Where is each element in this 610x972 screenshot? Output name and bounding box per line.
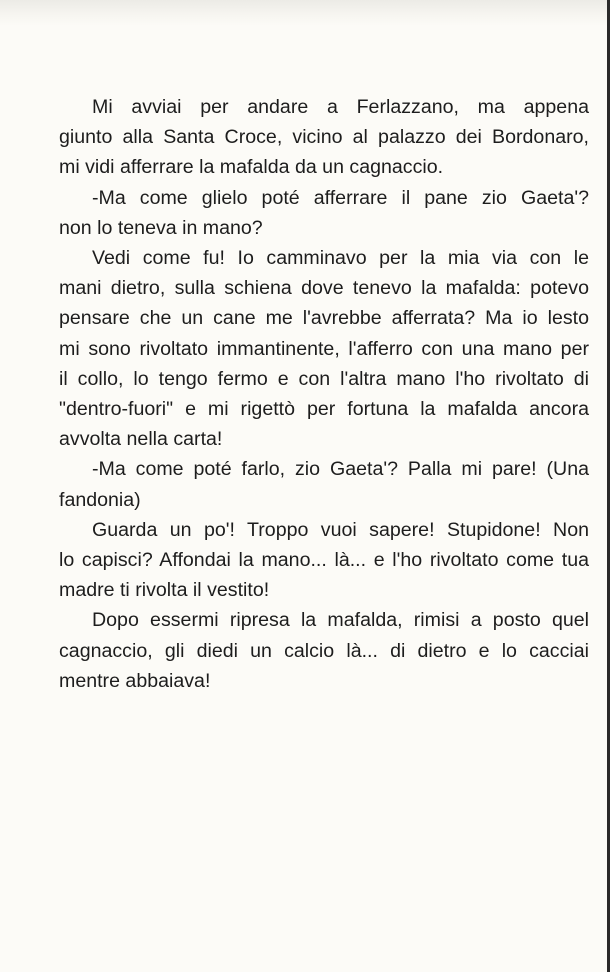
text-line: il collo, lo tengo fermo e con l'altra mano l'ho rivoltato di xyxy=(59,367,589,390)
text-line: cagnaccio, gli diedi un calcio là... di dietro e lo cacciai xyxy=(59,639,589,662)
text-line: mi sono rivoltato immantinente, l'afferro con una mano per xyxy=(59,337,589,360)
text-line: -Ma come poté farlo, zio Gaeta'? Palla mi pare! (Una xyxy=(92,458,589,481)
text-line: fandonia) xyxy=(59,488,141,511)
text-line: madre ti rivolta il vestito! xyxy=(59,579,270,602)
text-line: mentre abbaiava! xyxy=(59,669,211,692)
text-line: avvolta nella carta! xyxy=(59,428,223,451)
text-line: Vedi come fu! Io camminavo per la mia via con le xyxy=(92,247,589,270)
text-line: pensare che un cane me l'avrebbe afferrata? Ma io lesto xyxy=(59,307,589,330)
text-line: non lo teneva in mano? xyxy=(59,216,263,239)
page-top-edge xyxy=(0,0,610,26)
text-line: lo capisci? Affondai la mano... là... e l'ho rivoltato come tua xyxy=(59,549,589,572)
paragraph xyxy=(59,183,589,243)
paragraph xyxy=(59,515,589,606)
paragraph xyxy=(59,454,589,514)
paragraph xyxy=(59,243,589,454)
body-text xyxy=(59,92,589,696)
paragraph xyxy=(59,92,589,183)
text-line: Mi avviai per andare a Ferlazzano, ma appena xyxy=(92,96,589,118)
text-line: giunto alla Santa Croce, vicino al palazzo dei Bordonaro, xyxy=(59,126,589,149)
paragraph xyxy=(59,605,589,696)
text-line: Dopo essermi ripresa la mafalda, rimisi a posto quel xyxy=(92,609,589,632)
text-line: mi vidi afferrare la mafalda da un cagnaccio. xyxy=(59,156,444,179)
text-line: Guarda un po'! Troppo vuoi sapere! Stupidone! Non xyxy=(92,518,589,541)
text-line: -Ma come glielo poté afferrare il pane zio Gaeta'? xyxy=(92,186,589,209)
text-line: mani dietro, sulla schiena dove tenevo la mafalda: potevo xyxy=(59,277,589,300)
text-line: "dentro-fuori" e mi rigettò per fortuna la mafalda ancora xyxy=(59,398,589,421)
